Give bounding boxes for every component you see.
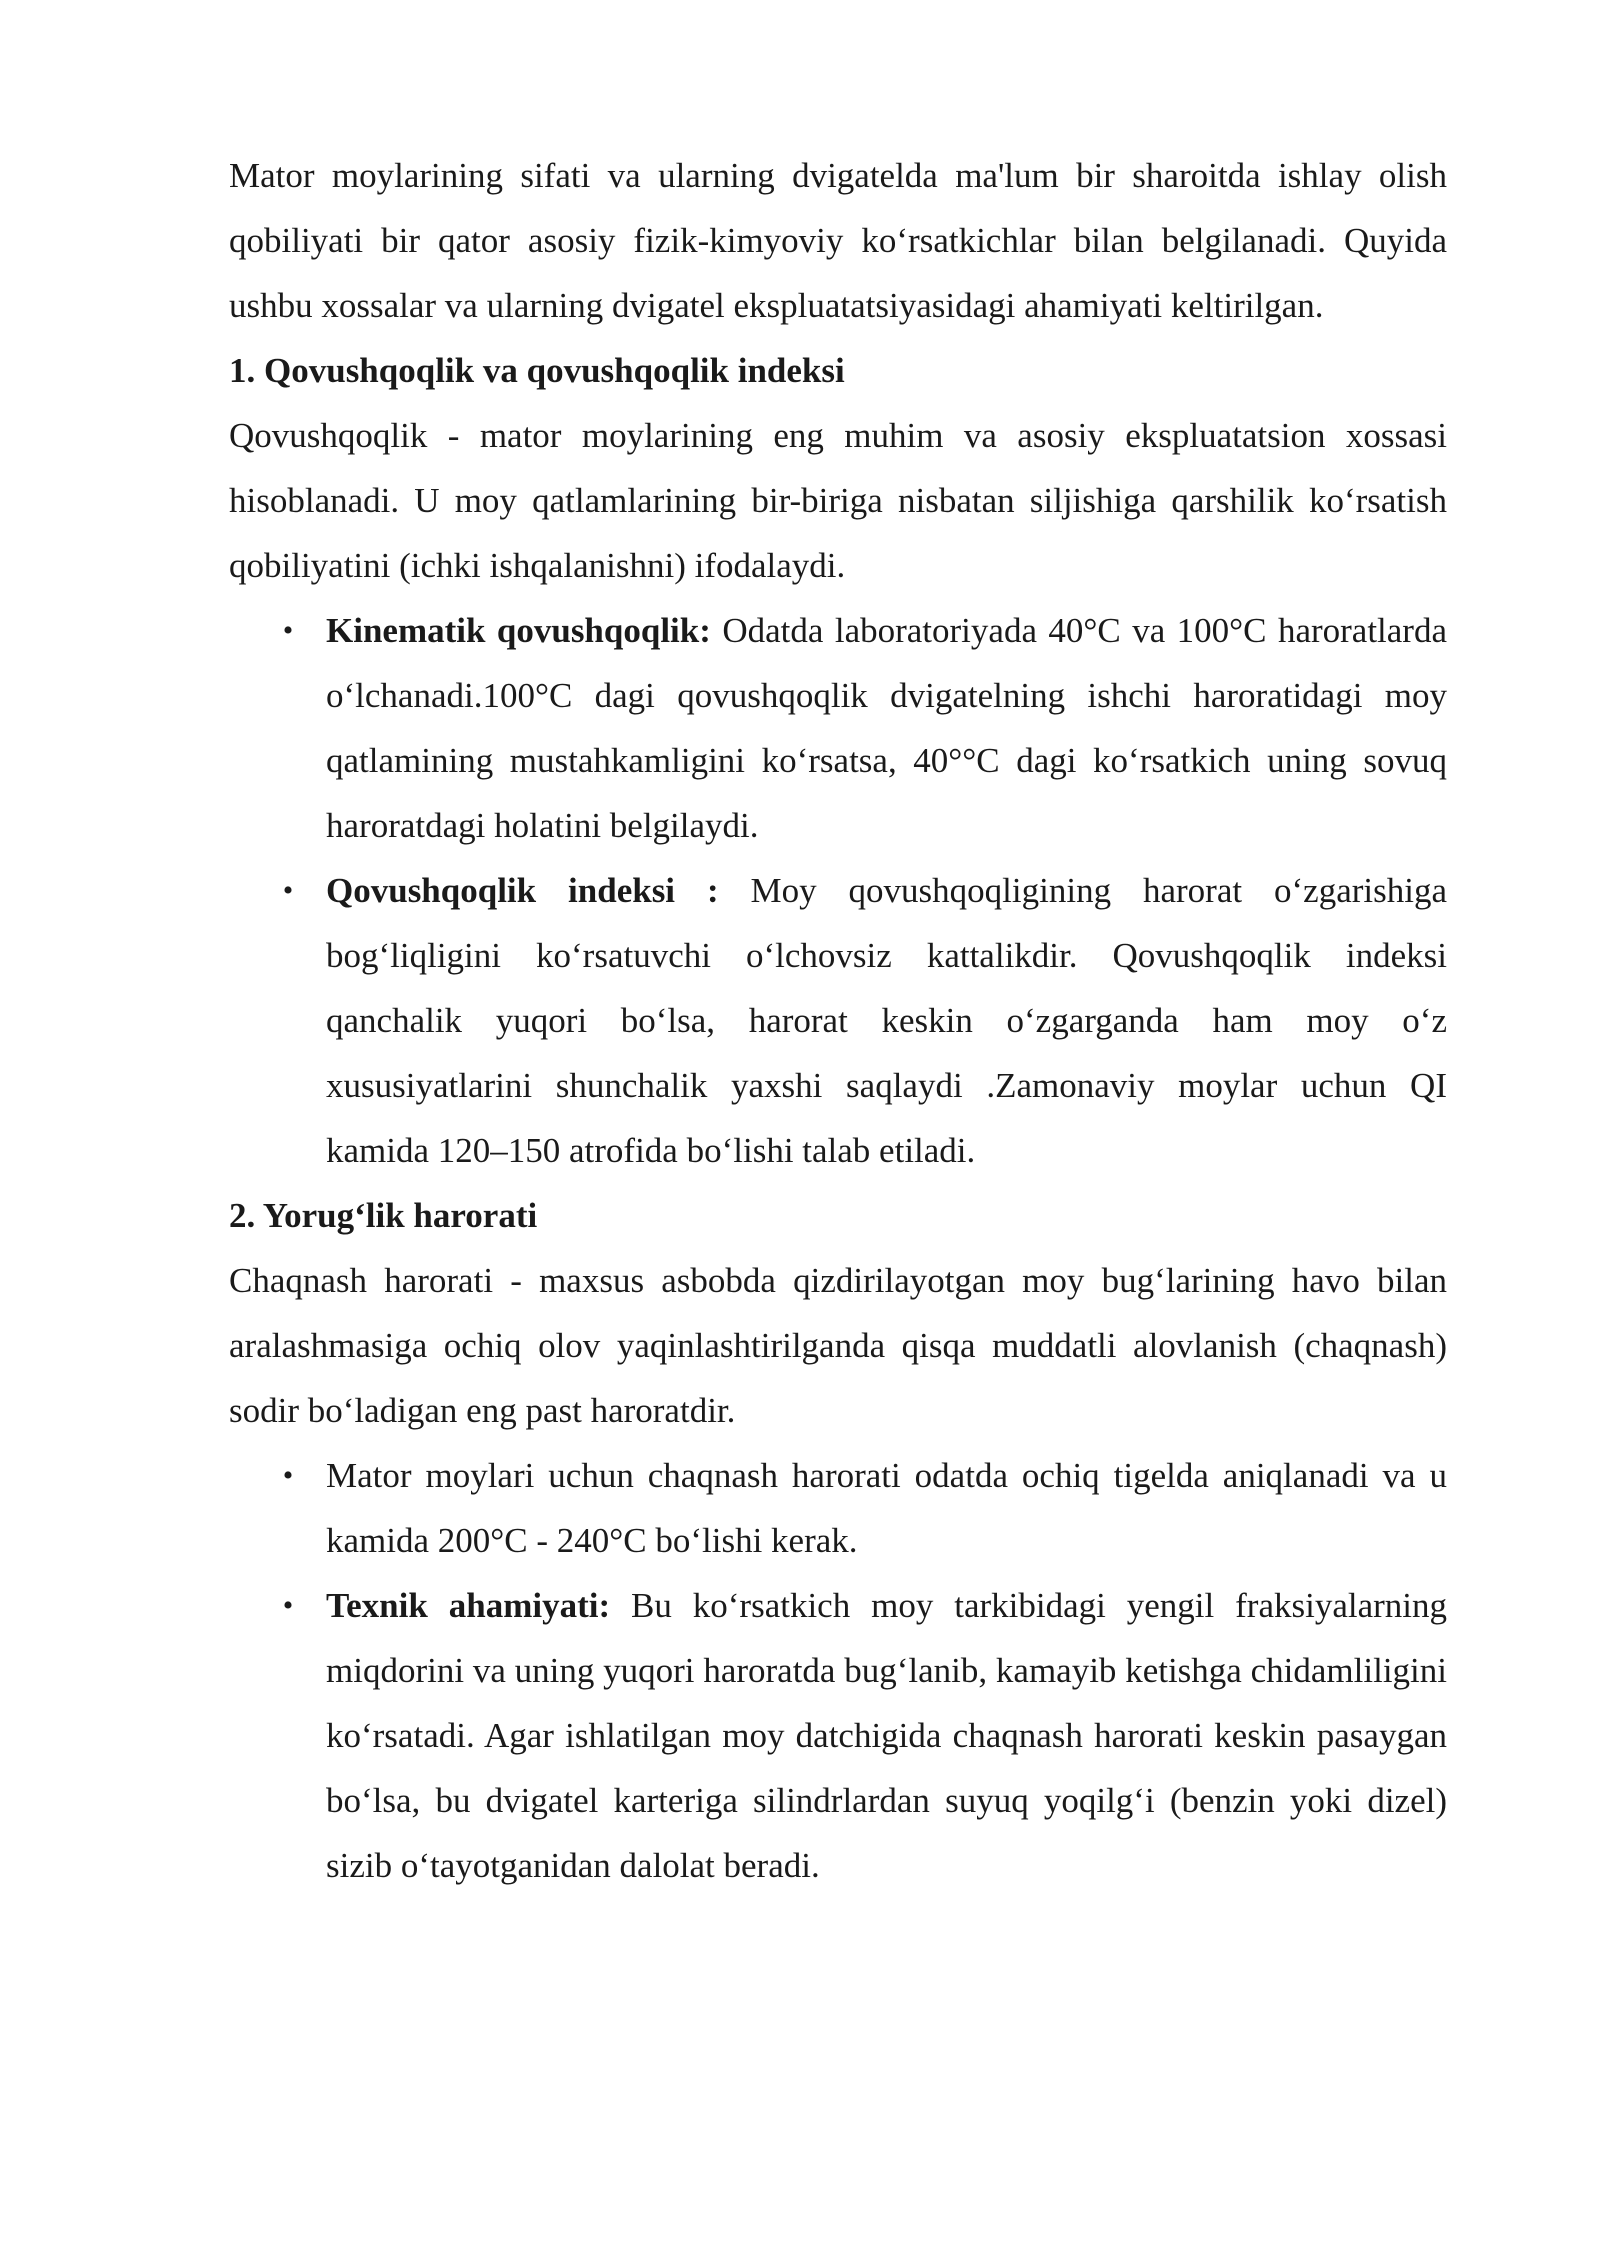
document-page [229,143,1447,1898]
list-item [229,858,1447,1183]
section-heading: 1. Qovushqoqlik va qovushqoqlik indeksi [229,351,845,390]
section-viscosity [229,338,1447,1183]
section-heading: 2. Yorug‘lik harorati [229,1196,538,1235]
bullet-icon: • [282,874,294,907]
bullet-icon: • [282,1459,294,1492]
item-text: Bu ko‘rsatkich moy tarkibidagi yengil fraksiyalarning miqdorini va uning yuqori haroratda bug‘lanib, kamayib ketishga chidamliligini ko‘rsatadi. Agar ishlatilgan moy datchigida chaqnash harorati keskin pasaygan bo‘lsa, bu dvigatel karteriga silindrlardan suyuq yoqilg‘i (benzin yoki dizel) sizib o‘tayotganidan dalolat beradi. [326,1586,1448,1885]
intro-paragraph: Mator moylarining sifati va ularning dvigatelda ma'lum bir sharoitda ishlay olish qobiliyati bir qator asosiy fizik-kimyoviy ko‘rsatkichlar bilan belgilanadi. Quyida ushbu xossalar va ularning dvigatel ekspluatatsiyasidagi ahamiyati keltirilgan. [229,156,1447,325]
item-text: Odatda laboratoriyada 40°C va 100°C haroratlarda o‘lchanadi.100°C dagi qovushqoqlik dvigatelning ishchi haroratidagi moy qatlamining mustahkamligini ko‘rsatsa, 40°°C dagi ko‘rsatkich uning sovuq haroratdagi holatini belgilaydi. [326,611,1447,845]
term-label: Kinematik qovushqoqlik: [326,611,711,650]
bullet-icon: • [282,614,294,647]
list-item [229,1443,1447,1573]
section-paragraph: Chaqnash harorati - maxsus asbobda qizdirilayotgan moy bug‘larining havo bilan aralashmasiga ochiq olov yaqinlashtirilganda qisqa muddatli alovlanish (chaqnash) sodir bo‘ladigan eng past haroratdir. [229,1261,1447,1430]
term-label: Texnik ahamiyati: [326,1586,611,1625]
section-paragraph: Qovushqoqlik - mator moylarining eng muhim va asosiy ekspluatatsion xossasi hisoblanadi. U moy qatlamlarining bir-biriga nisbatan siljishiga qarshilik ko‘rsatish qobiliyatini (ichki ishqalanishni) ifodalaydi. [229,416,1447,585]
bullet-icon: • [282,1589,294,1622]
list-item [229,598,1447,858]
bullet-list [229,1443,1447,1898]
list-item [229,1573,1447,1898]
section-flash-point [229,1183,1447,1898]
bullet-list [229,598,1447,1183]
item-text: Mator moylari uchun chaqnash harorati odatda ochiq tigelda aniqlanadi va u kamida 200°C - 240°C bo‘lishi kerak. [326,1456,1447,1560]
item-text: Moy qovushqoqligining harorat o‘zgarishiga bog‘liqligini ko‘rsatuvchi o‘lchovsiz kattalikdir. Qovushqoqlik indeksi qanchalik yuqori bo‘lsa, harorat keskin o‘zgarganda ham moy o‘z xususiyatlarini shunchalik yaxshi saqlaydi .Zamonaviy moylar uchun QI kamida 120–150 atrofida bo‘lishi talab etiladi. [326,871,1447,1170]
term-label: Qovushqoqlik indeksi : [326,871,719,910]
